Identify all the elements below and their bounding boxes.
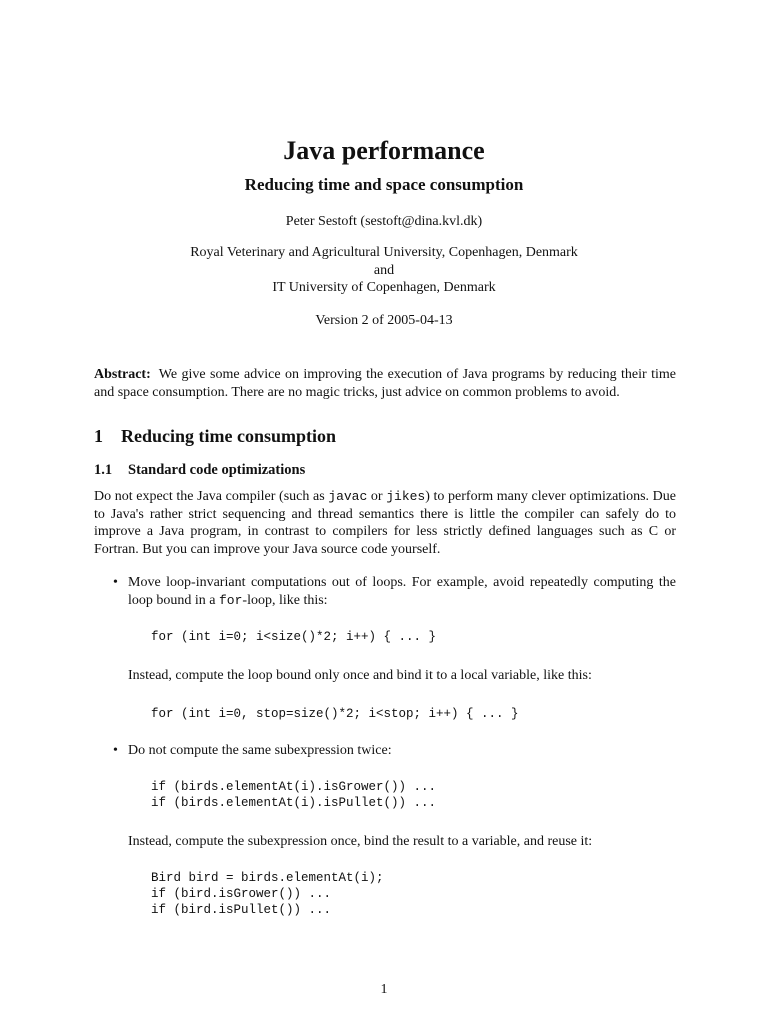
code-line: if (birds.elementAt(i).isGrower()) ... [151,780,437,794]
code-block-1: for (int i=0; i<size()*2; i++) { ... } [151,630,437,644]
paper-subtitle: Reducing time and space consumption [244,175,524,194]
section-title: Reducing time consumption [121,426,337,446]
author-line: Peter Sestoft (sestoft@dina.kvl.dk) [285,214,483,229]
bullet-icon: • [113,743,118,758]
version-line: Version 2 of 2005-04-13 [315,313,453,328]
code-line: if (bird.isPullet()) ... [151,903,332,917]
abstract [94,366,676,401]
intro-text-2: or [367,489,387,504]
bullet-icon: • [113,575,118,590]
code-block-3 [151,779,436,811]
bullet-1-text [128,574,676,609]
code-block-2: for (int i=0, stop=size()*2; i<stop; i++) { ... } [151,707,519,721]
code-line: Bird bird = birds.elementAt(i); [151,871,384,885]
inline-code-for: for [219,592,243,608]
code-line: if (birds.elementAt(i).isPullet()) ... [151,796,437,810]
intro-paragraph [94,488,676,558]
code-line: if (bird.isGrower()) ... [151,887,332,901]
subsection-heading [94,460,305,480]
affiliation-line-2: and [373,262,395,278]
intro-text-3: ) to perform many clever optimizations. Due to Java's rather strict sequencing and thread semantics there is little the compiler can safely do to improve a Java program, in contrast to compilers for less strictly defined languages such as C or Fortran. But you can improve your Java source code yourself. [94,489,676,557]
inline-code-javac: javac [328,489,368,504]
bullet-2-follow-text: Instead, compute the subexpression once, bind the result to a variable, and reuse it: [128,834,593,849]
subsection-number: 1.1 [94,462,113,478]
bullet-1-text-a: Move loop-invariant computations out of loops. For example, avoid repeatedly computing the loop bound in a [128,575,676,608]
subsection-title: Standard code optimizations [128,462,306,478]
bullet-2-text: Do not compute the same subexpression twice: [128,743,392,758]
affiliation-line-3: IT University of Copenhagen, Denmark [272,280,496,295]
paper-title: Java performance [283,136,485,165]
inline-code-jikes: jikes [386,489,426,504]
bullet-1-follow-text: Instead, compute the loop bound only once and bind it to a local variable, like this: [128,668,592,683]
bullet-1-text-b: -loop, like this: [242,592,328,608]
section-heading [94,424,336,448]
intro-text-1: Do not expect the Java compiler (such as [94,489,329,504]
affiliation-line-1: Royal Veterinary and Agricultural University, Copenhagen, Denmark [190,245,578,260]
abstract-text: We give some advice on improving the execution of Java programs by reducing their time and space consumption. There are no magic tricks, just advice on common problems to avoid. [94,367,676,400]
page-number: 1 [380,982,388,997]
section-number: 1 [94,426,103,446]
code-block-4 [151,870,384,918]
affiliation-block [0,244,768,297]
abstract-label: Abstract: [94,367,151,382]
